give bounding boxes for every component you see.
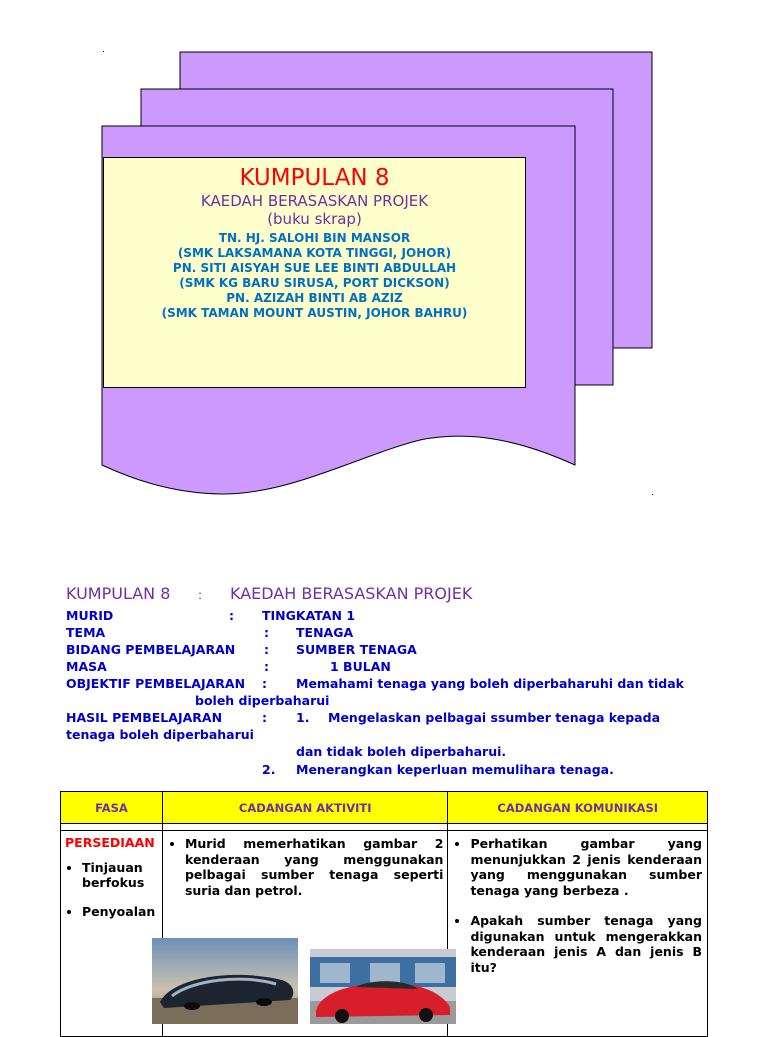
bidang-label: BIDANG PEMBELAJARAN	[66, 642, 236, 657]
masa-label: MASA	[66, 659, 107, 674]
stray-dot	[103, 51, 104, 52]
stray-dot	[652, 494, 653, 495]
komunikasi-item: • Apakah sumber tenaga yang digunakan untuk mengerakkan kenderaan jenis A dan jenis B itu?	[470, 913, 702, 975]
murid-colon: :	[229, 608, 234, 623]
author-name: TN. HJ. SALOHI BIN MANSOR	[218, 231, 411, 245]
cover-subtitle: KAEDAH BERASASKAN PROJEK	[200, 192, 429, 210]
section-method: KAEDAH BERASASKAN PROJEK	[230, 584, 473, 603]
cover-title: KUMPULAN 8	[239, 165, 390, 191]
tema-colon: :	[264, 625, 269, 640]
tema-value: TENAGA	[296, 625, 354, 640]
author-list	[104, 231, 525, 321]
masa-colon: :	[264, 659, 269, 674]
hasil-1-number: 1.	[296, 710, 310, 725]
tema-label: TEMA	[66, 625, 106, 640]
hasil-1-cont: tenaga boleh diperbaharui	[66, 727, 254, 742]
objektif-label: OBJEKTIF PEMBELAJARAN	[66, 676, 246, 691]
hasil-2-text: Menerangkan keperluan memulihara tenaga.	[296, 762, 614, 777]
objektif-value: Memahami tenaga yang boleh diperbaharuhi dan tidak	[296, 676, 684, 691]
header-aktiviti: CADANGAN AKTIVITI	[162, 792, 447, 824]
fasa-item: • Tinjauan berfokus	[82, 860, 162, 890]
solar-car-photo	[152, 938, 298, 1024]
komunikasi-list	[452, 836, 702, 975]
hasil-1-cont2: dan tidak boleh diperbaharui.	[296, 744, 507, 759]
hasil-2-number: 2.	[262, 762, 276, 777]
hasil-colon: :	[262, 710, 267, 725]
section-group: KUMPULAN 8	[66, 584, 171, 603]
komunikasi-cell	[448, 831, 708, 1037]
murid-label: MURID	[66, 608, 114, 623]
bidang-colon: :	[264, 642, 269, 657]
fasa-item: • Penyoalan	[82, 904, 162, 919]
komunikasi-item: • Perhatikan gambar yang menunjukkan 2 jenis kenderaan yang menggunakan sumber tenaga yang berbeza .	[470, 836, 702, 898]
objektif-value-cont: boleh diperbaharui	[195, 693, 330, 708]
author-school: (SMK KG BARU SIRUSA, PORT DICKSON)	[179, 276, 450, 290]
header-komunikasi: CADANGAN KOMUNIKASI	[448, 792, 708, 824]
cover-subtitle-2: (buku skrap)	[267, 210, 362, 228]
cover-textbox	[103, 157, 526, 388]
aktiviti-list	[167, 836, 443, 898]
murid-value: TINGKATAN 1	[262, 608, 356, 623]
hasil-label: HASIL PEMBELAJARAN	[66, 710, 223, 725]
author-school: (SMK LAKSAMANA KOTA TINGGI, JOHOR)	[177, 246, 452, 260]
header-fasa: FASA	[61, 792, 163, 824]
fasa-cell	[61, 831, 163, 1037]
bidang-value: SUMBER TENAGA	[296, 642, 417, 657]
author-name: PN. AZIZAH BINTI AB AZIZ	[226, 291, 403, 305]
petrol-car-photo	[310, 949, 456, 1024]
section-colon: :	[198, 588, 203, 602]
fasa-list	[65, 860, 162, 919]
author-school: (SMK TAMAN MOUNT AUSTIN, JOHOR BAHRU)	[161, 306, 468, 320]
fasa-title: PERSEDIAAN	[65, 835, 155, 850]
table-header-row	[61, 792, 708, 824]
table-spacer-row	[61, 824, 708, 831]
aktiviti-item: • Murid memerhatikan gambar 2 kenderaan yang menggunakan pelbagai sumber tenaga seperti suria dan petrol.	[185, 836, 443, 898]
objektif-colon: :	[262, 676, 267, 691]
masa-value: 1 BULAN	[330, 659, 391, 674]
author-name: PN. SITI AISYAH SUE LEE BINTI ABDULLAH	[172, 261, 457, 275]
hasil-1-text: Mengelaskan pelbagai ssumber tenaga kepada	[328, 710, 661, 725]
